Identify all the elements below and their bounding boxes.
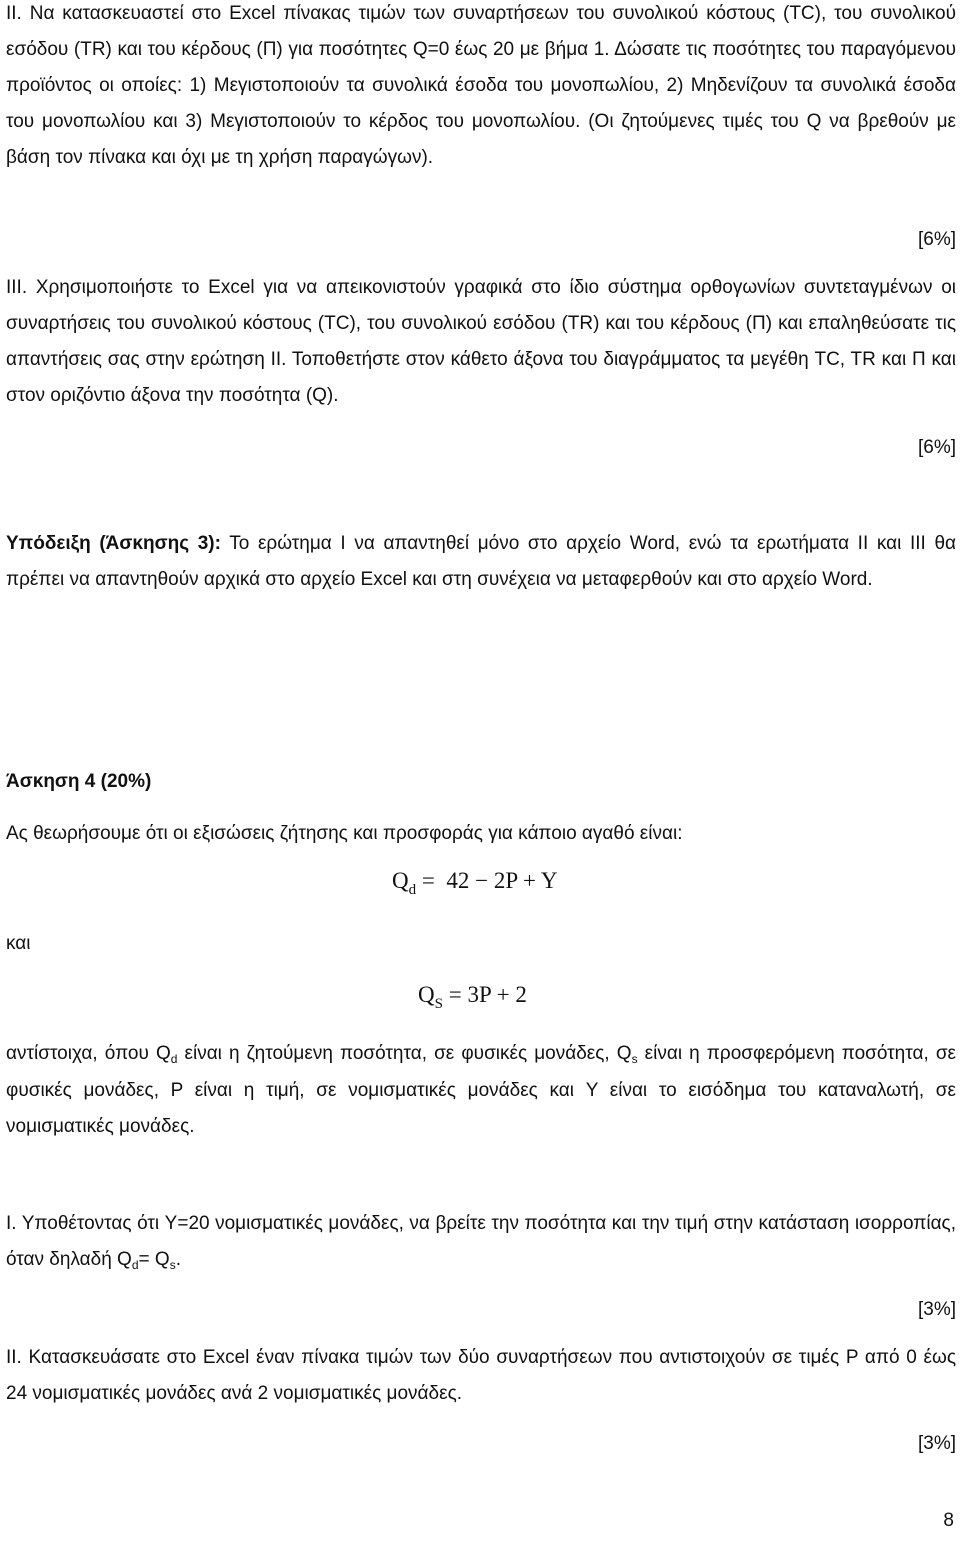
question-iii-text: III. Χρησιμοποιήστε το Excel για να απεικονιστούν γραφικά στο ίδιο σύστημα ορθογωνίων συντεταγμένων οι συναρτήσεις του συνολικού κόστους (TC), του συνολικού εσόδου (TR) και του κέρδους (Π) και επαληθεύσατε τις απαντήσεις σας στην ερώτηση ΙΙ. Τοποθετήστε στον κάθετο άξονα του διαγράμματος τα μεγέθη TC, TR και Π και στον οριζόντιο άξονα την ποσότητα (Q).: [6, 277, 956, 406]
supply-equation: $Q_S = 3P + 2$: [418, 982, 527, 1012]
definitions-paragraph: αντίστοιχα, όπου $Q_d$ είναι η ζητούμενη ποσότητα, σε φυσικές μονάδες, $Q_s$ είναι η προσφερόμενη ποσότητα, σε φυσικές μονάδες, P είναι η τιμή, σε νομισματικές μονάδες και Y είναι το εισόδημα του καταναλωτή, σε νομισματικές μονάδες.: [6, 1043, 957, 1137]
question-ii-ex4-weight: [3%]: [917, 1433, 956, 1454]
exercise-4-title: Άσκηση 4 (20%): [6, 771, 152, 792]
question-ii-text: II. Να κατασκευαστεί στο Excel πίνακας τιμών των συναρτήσεων του συνολικού κόστους (TC), του συνολικού εσόδου (TR) και του κέρδους (Π) για ποσότητες Q=0 έως 20 με βήμα 1. Δώσατε τις ποσότητες του παραγόμενου προϊόντος οι οποίες: 1) Μεγιστοποιούν τα συνολικά έσοδα του μονοπωλίου, 2) Μηδενίζουν τα συνολικά έσοδα του μονοπωλίου και 3) Μεγιστοποιούν το κέρδος του μονοπωλίου. (Οι ζητούμενες τιμές του Q να βρεθούν με βάση τον πίνακα και όχι με τη χρήση παραγώγων).: [6, 3, 956, 168]
and-word: και: [6, 933, 31, 954]
question-ii-weight: [6%]: [917, 229, 956, 250]
hint-paragraph: [6, 526, 956, 598]
page-number: 8: [943, 1510, 954, 1531]
question-iii-weight: [6%]: [917, 437, 956, 458]
demand-equation: $Q_d = 42 - 2P + Y$: [392, 868, 558, 898]
hint-label: Υπόδειξη (Άσκησης 3):: [6, 533, 221, 554]
question-i-weight: [3%]: [917, 1299, 956, 1320]
hint-text: Το ερώτημα Ι να απαντηθεί μόνο στο αρχείο Word, ενώ τα ερωτήματα ΙΙ και ΙΙΙ θα πρέπει να απαντηθούν αρχικά στο αρχείο Excel και στη συνέχεια να μεταφερθούν και στο αρχείο Word.: [6, 533, 956, 590]
question-ii-ex4-text: ΙΙ. Κατασκευάσατε στο Excel έναν πίνακα τιμών των δύο συναρτήσεων που αντιστοιχούν σε τιμές P από 0 έως 24 νομισματικές μονάδες ανά 2 νομισματικές μονάδες.: [6, 1347, 956, 1404]
exercise-4-intro: Ας θεωρήσουμε ότι οι εξισώσεις ζήτησης και προσφοράς για κάποιο αγαθό είναι:: [6, 823, 683, 844]
question-i-text: Ι. Υποθέτοντας ότι Y=20 νομισματικές μονάδες, να βρείτε την ποσότητα και την τιμή στην κατάσταση ισορροπίας, όταν δηλαδή $Q_d= Q_s$.: [6, 1213, 956, 1272]
